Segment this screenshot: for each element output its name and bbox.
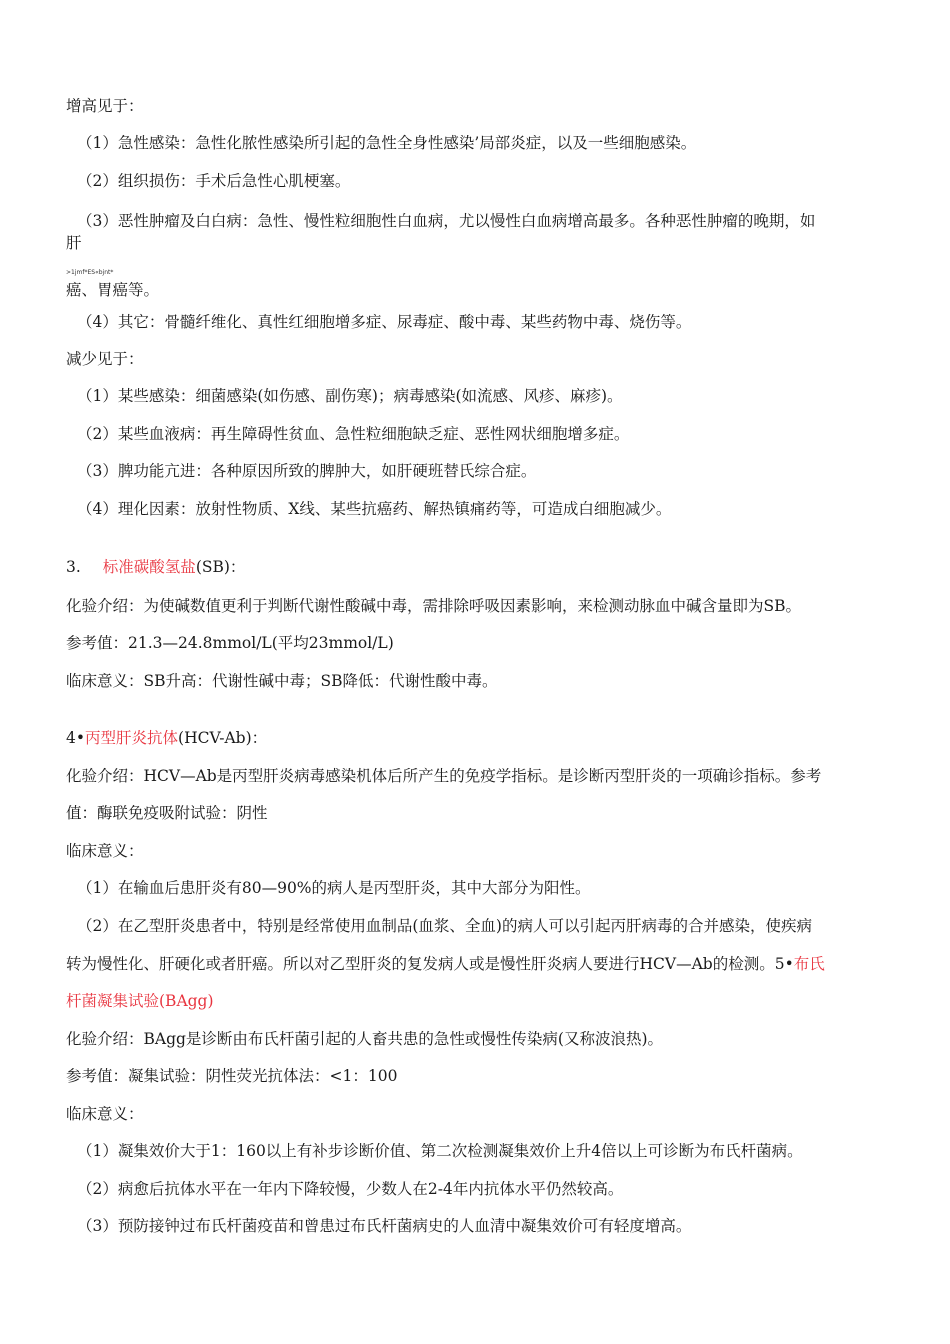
section-3-number: 3. xyxy=(66,558,81,576)
section-5-title-part-2: 杆菌凝集试验(BAgg) xyxy=(66,992,214,1010)
section-3-heading xyxy=(66,557,245,577)
section-5-number: 5• xyxy=(774,955,794,973)
section-3-abbrev: (SB)： xyxy=(195,558,246,576)
decrease-heading: 减少见于： xyxy=(66,350,144,368)
increase-item-1: （1）急性感染：急性化脓性感染所引起的急性全身性感染’局部炎症，以及一些细胞感染。 xyxy=(77,134,697,152)
decrease-item-3: （3）脾功能亢进：各种原因所致的脾肿大，如肝硬班替氏综合症。 xyxy=(77,462,537,480)
increase-heading: 增高见于： xyxy=(66,97,144,115)
decrease-item-1: （1）某些感染：细菌感染(如伤感、副伤寒)；病毒感染(如流感、风疹、麻疹)。 xyxy=(77,387,623,405)
section-5-title-part-1: 布氏 xyxy=(793,955,825,973)
increase-item-3-cont: 肝 xyxy=(66,234,82,252)
section-3-clinical: 临床意义：SB升高：代谢性碱中毒；SB降低：代谢性酸中毒。 xyxy=(66,672,498,690)
section-4-item-2: （2）在乙型肝炎患者中，特别是经常使用血制品(血浆、全血)的病人可以引起丙肝病毒的合并感染，使疾病 xyxy=(77,917,812,935)
section-5-intro: 化验介绍：BAgg是诊断由布氏杆菌引起的人畜共患的急性或慢性传染病(又称波浪热)。 xyxy=(66,1030,664,1048)
section-4-number: 4• xyxy=(66,729,86,747)
section-5-item-1: （1）凝集效价大于1：160以上有补步诊断价值、第二次检测凝集效价上升4倍以上可诊断为布氏杆菌病。 xyxy=(77,1142,803,1160)
increase-item-3: （3）恶性肿瘤及白白病：急性、慢性粒细胞性白血病，尤以慢性白血病增高最多。各种恶性肿瘤的晚期，如 xyxy=(77,212,816,230)
increase-item-3-end: 癌、胃癌等。 xyxy=(66,281,160,299)
section-4-item-2-cont xyxy=(66,954,825,974)
section-3-intro: 化验介绍：为使碱数值更利于判断代谢性酸碱中毒，需排除呼吸因素影响，来检测动脉血中碱含量即为SB。 xyxy=(66,597,802,615)
section-3-reference: 参考值：21.3—24.8mmol/L(平均23mmol/L) xyxy=(66,634,394,652)
section-4-heading xyxy=(66,728,267,748)
section-4-abbrev: (HCV-Ab)： xyxy=(178,729,268,747)
section-4-item-1: （1）在输血后患肝炎有80—90%的病人是丙型肝炎，其中大部分为阳性。 xyxy=(77,879,591,897)
section-4-clinical-heading: 临床意义： xyxy=(66,842,144,860)
section-4-intro-line-1: 化验介绍：HCV—Ab是丙型肝炎病毒感染机体后所产生的免疫学指标。是诊断丙型肝炎的一项确诊指标。参考 xyxy=(66,767,822,785)
section-5-item-3: （3）预防接钟过布氏杆菌疫苗和曾患过布氏杆菌病史的人血清中凝集效价可有轻度增高。 xyxy=(77,1217,692,1235)
section-4-item-2-end: 转为慢性化、肝硬化或者肝癌。所以对乙型肝炎的复发病人或是慢性肝炎病人要进行HCV—Ab的检测。 xyxy=(66,955,775,973)
scan-artifact-text: >1jmf*ES«bjnt* xyxy=(66,269,114,276)
increase-item-4: （4）其它：骨髓纤维化、真性红细胞增多症、尿毒症、酸中毒、某些药物中毒、烧伤等。 xyxy=(77,313,692,331)
section-4-title: 丙型肝炎抗体 xyxy=(85,729,179,747)
decrease-item-2: （2）某些血液病：再生障碍性贫血、急性粒细胞缺乏症、恶性网状细胞增多症。 xyxy=(77,425,630,443)
decrease-item-4: （4）理化因素：放射性物质、X线、某些抗癌药、解热镇痛药等，可造成白细胞减少。 xyxy=(77,500,672,518)
section-3-title: 标准碳酸氢盐 xyxy=(102,558,196,576)
section-5-item-2: （2）病愈后抗体水平在一年内下降较慢，少数人在2-4年内抗体水平仍然较高。 xyxy=(77,1180,624,1198)
increase-item-2: （2）组织损伤：手术后急性心肌梗塞。 xyxy=(77,172,351,190)
section-5-reference: 参考值：凝集试验：阴性荧光抗体法：<1：100 xyxy=(66,1067,398,1085)
section-4-intro-line-2: 值：酶联免疫吸附试验：阴性 xyxy=(66,804,268,822)
section-5-clinical-heading: 临床意义： xyxy=(66,1105,144,1123)
